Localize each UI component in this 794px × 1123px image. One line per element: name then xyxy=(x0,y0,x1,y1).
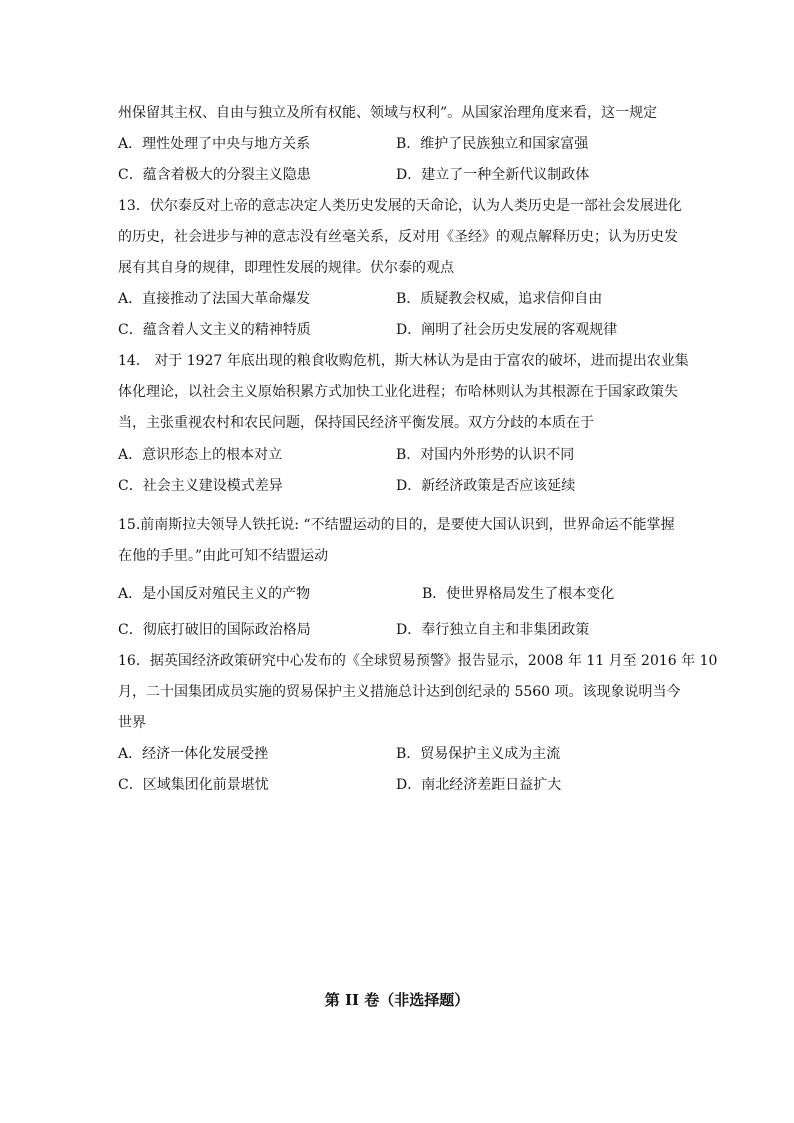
q16-option-b: B．贸易保护主义成为主流 xyxy=(396,746,561,762)
q16-option-a: A．经济一体化发展受挫 xyxy=(118,746,269,762)
q15-option-d: D．奉行独立自主和非集团政策 xyxy=(396,622,590,638)
q16-stem-line-3: 世界 xyxy=(118,715,146,731)
q13-option-d: D．阐明了社会历史发展的客观规律 xyxy=(396,322,618,338)
q12-option-a: A．理性处理了中央与地方关系 xyxy=(118,136,311,152)
q14-stem-line-1: 14． 对于 1927 年底出现的粮食收购危机，斯大林认为是由于富农的破坏，进而提出农业集 xyxy=(118,353,689,369)
q13-option-a: A．直接推动了法国大革命爆发 xyxy=(118,291,311,307)
q15-option-a: A．是小国反对殖民主义的产物 xyxy=(118,586,311,602)
q12-option-d: D．建立了一种全新代议制政体 xyxy=(396,167,590,183)
q12-stem-tail: 州保留其主权、自由与独立及所有权能、领域与权利”。从国家治理角度来看，这一规定 xyxy=(118,105,658,121)
q14-stem-line-3: 当，主张重视农村和农民问题，保持国民经济平衡发展。双方分歧的本质在于 xyxy=(118,415,594,431)
q16-option-c: C．区域集团化前景堪忧 xyxy=(118,777,269,793)
q13-stem-line-2: 的历史，社会进步与神的意志没有丝毫关系，反对用《圣经》的观点解释历史；认为历史发 xyxy=(118,229,678,245)
q13-option-c: C．蕴含着人文主义的精神特质 xyxy=(118,322,311,338)
q16-option-d: D．南北经济差距日益扩大 xyxy=(396,777,562,793)
q14-option-d: D．新经济政策是否应该延续 xyxy=(396,478,576,494)
q12-option-c: C．蕴含着极大的分裂主义隐患 xyxy=(118,167,311,183)
q16-stem-line-2: 月，二十国集团成员实施的贸易保护主义措施总计达到创纪录的 5560 项。该现象说明当今 xyxy=(118,684,681,700)
q14-stem-line-2: 体化理论，以社会主义原始积累方式加快工业化进程；布哈林则认为其根源在于国家政策失 xyxy=(118,384,678,400)
q12-option-b: B．维护了民族独立和国家富强 xyxy=(396,136,589,152)
q14-option-c: C．社会主义建设模式差异 xyxy=(118,478,283,494)
q13-stem-line-1: 13．伏尔泰反对上帝的意志决定人类历史发展的天命论，认为人类历史是一部社会发展进化 xyxy=(118,198,682,214)
q14-option-b: B．对国内外形势的认识不同 xyxy=(396,447,575,463)
q16-stem-line-1: 16．据英国经济政策研究中心发布的《全球贸易预警》报告显示，2008 年 11 月至 2016 年 10 xyxy=(118,653,718,669)
q15-option-b: B．使世界格局发生了根本变化 xyxy=(422,586,615,602)
q15-option-c: C．彻底打破旧的国际政治格局 xyxy=(118,622,311,638)
q15-stem-line-2: 在他的手里。”由此可知不结盟运动 xyxy=(118,548,329,564)
q13-stem-line-3: 展有其自身的规律，即理性发展的规律。伏尔泰的观点 xyxy=(118,260,454,276)
q14-option-a: A．意识形态上的根本对立 xyxy=(118,447,283,463)
q13-option-b: B．质疑教会权威，追求信仰自由 xyxy=(396,291,603,307)
section-title: 第 II 卷（非选择题） xyxy=(324,991,470,1009)
q15-stem-line-1: 15.前南斯拉夫领导人铁托说: “不结盟运动的目的，是要使大国认识到，世界命运不能掌握 xyxy=(118,517,675,533)
